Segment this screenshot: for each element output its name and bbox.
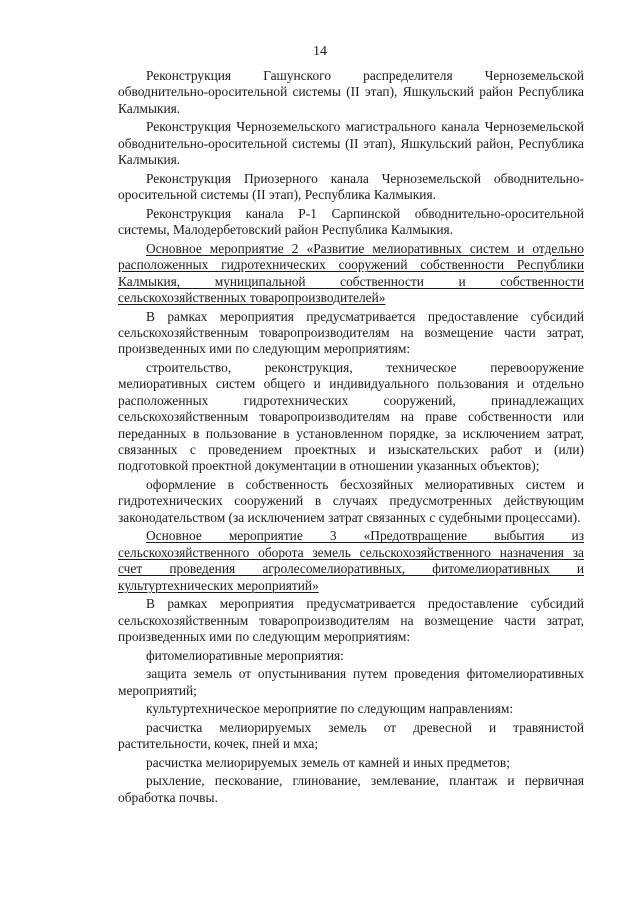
heading-measure-2: Основное мероприятие 2 «Развитие мелиоративных систем и отдельно расположенных гидротехнических сооружений собственности Республики Калмыкия, муниципальной собственности и собственности сельскохозяйственных товаропроизводителей» [118,240,584,306]
paragraph-gashun-canal: Реконструкция Гашунского распределителя Черноземельской обводнительно-оросительной системы (II этап), Яшкульский район Республика Калмыкия. [118,68,584,116]
paragraph-measure-2-subsidies: В рамках мероприятия предусматривается предоставление субсидий сельскохозяйственным товаропроизводителям на возмещение части затрат, произведенных ими по следующим мероприятиям: [118,308,584,357]
paragraph-construction: строительство, реконструкция, техническое перевооружение мелиоративных систем общего и индивидуального пользования и отдельно расположенных гидротехнических сооружений, принадлежащих сельскохозяйственным товаропроизводителям на праве собственности или переданных в пользование в установленном порядке, за исключением затрат, связанных с проведением проектных и изыскательских работ и (или) подготовкой проектной документации в отношении указанных объектов); [118,360,584,474]
page-number: 14 [313,44,327,59]
paragraph-clearing-stones: расчистка мелиорируемых земель от камней и иных предметов; [146,754,510,770]
paragraph-measure-3-subsidies: В рамках мероприятия предусматривается предоставление субсидий сельскохозяйственным товаропроизводителям на возмещение части затрат, произведенных ими по следующим мероприятиям: [118,596,584,645]
heading-measure-3: Основное мероприятие 3 «Предотвращение выбытия из сельскохозяйственного оборота земель сельскохозяйственного назначения за счет проведения агролесомелиоративных, фитомелиоративных и культуртехнических мероприятий» [118,528,584,593]
paragraph-clearing-vegetation: расчистка мелиорируемых земель от древесной и травянистой растительности, кочек, пней и мха; [118,719,584,752]
document-body [118,68,584,808]
paragraph-chernozem-main-canal: Реконструкция Черноземельского магистрального канала Черноземельской обводнительно-оросительной системы (II этап), Яшкульский район, Республика Калмыкия. [118,119,584,168]
paragraph-r1-canal: Реконструкция канала Р-1 Сарпинской обводнительно-оросительной системы, Малодербетовский район Республика Калмыкия. [118,205,584,238]
paragraph-cultural-technical: культуртехническое мероприятие по следующим направлениям: [146,701,514,717]
paragraph-desertification: защита земель от опустынивания путем проведения фитомелиоративных мероприятий; [118,666,584,698]
paragraph-phytomeliorative: фитомелиоративные мероприятия: [146,647,344,663]
paragraph-priozerny-canal: Реконструкция Приозерного канала Черноземельской обводнительно-оросительной системы (II этап), Республика Калмыкия. [118,170,584,203]
paragraph-ownership-registration: оформление в собственность бесхозяйных мелиоративных систем и гидротехнических сооружений в случаях предусмотренных действующим законодательством (за исключением затрат связанных с судебными процессами). [118,477,584,525]
paragraph-soil-treatment: рыхление, пескование, глинование, землевание, плантаж и первичная обработка почвы. [118,773,584,805]
